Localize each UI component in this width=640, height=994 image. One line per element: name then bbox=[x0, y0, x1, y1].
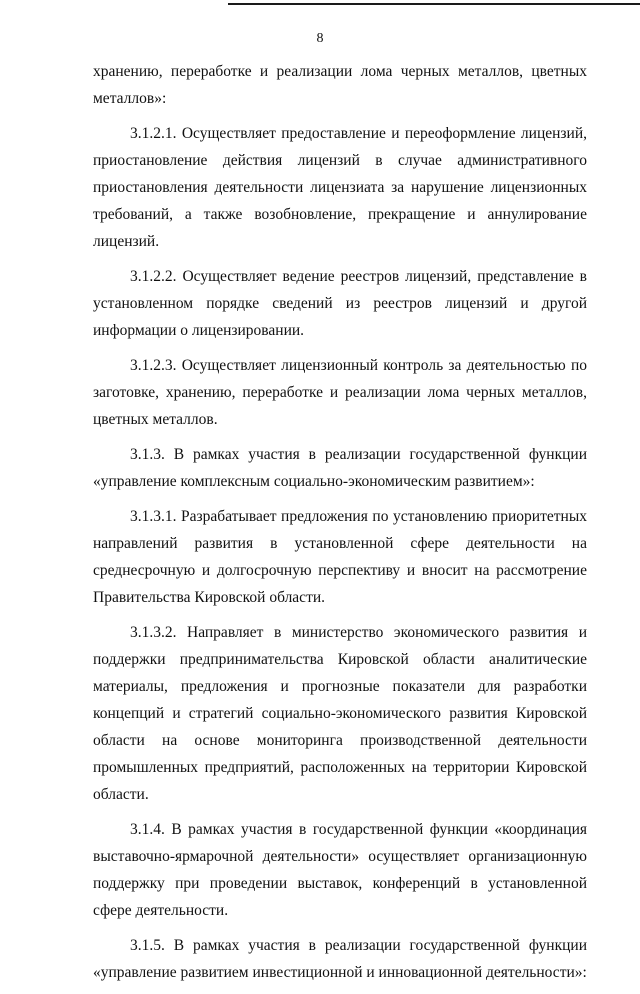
top-rule bbox=[228, 3, 640, 5]
document-body bbox=[93, 58, 587, 994]
paragraph-3-1-4: 3.1.4. В рамках участия в государственной функции «координация выставочно-ярмарочной деятельности» осуществляет организационную поддержку при проведении выставок, конференций в установленной сфере деятельности. bbox=[93, 821, 587, 919]
paragraph-3-1-2-3: 3.1.2.3. Осуществляет лицензионный контроль за деятельностью по заготовке, хранению, переработке и реализации лома черных металлов, цветных металлов. bbox=[93, 357, 587, 428]
paragraph-3-1-5: 3.1.5. В рамках участия в реализации государственной функции «управление развитием инвестиционной и инновационной деятельности»: bbox=[93, 937, 587, 981]
paragraph-3-1-3-1: 3.1.3.1. Разрабатывает предложения по установлению приоритетных направлений развития в установленной сфере деятельности на среднесрочную и долгосрочную перспективу и вносит на рассмотрение Правительства Кировской области. bbox=[93, 508, 587, 606]
page-number: 8 bbox=[316, 31, 324, 46]
paragraph-3-1-2-2: 3.1.2.2. Осуществляет ведение реестров лицензий, представление в установленном порядке сведений из реестров лицензий и другой информации о лицензировании. bbox=[93, 268, 587, 339]
paragraph-3-1-2-1: 3.1.2.1. Осуществляет предоставление и переоформление лицензий, приостановление действия лицензий в случае административного приостановления деятельности лицензиата за нарушение лицензионных требований, а также возобновление, прекращение и аннулирование лицензий. bbox=[93, 125, 587, 250]
paragraph-3-1-3-2: 3.1.3.2. Направляет в министерство экономического развития и поддержки предпринимательства Кировской области аналитические материалы, предложения и прогнозные показатели для разработки концепций и стратегий социально-экономического развития Кировской области на основе мониторинга производственной деятельности промышленных предприятий, расположенных на территории Кировской области. bbox=[93, 624, 587, 803]
paragraph-3-1-3: 3.1.3. В рамках участия в реализации государственной функции «управление комплексным социально-экономическим развитием»: bbox=[93, 446, 587, 490]
paragraph-continuation: хранению, переработке и реализации лома черных металлов, цветных металлов»: bbox=[93, 63, 587, 107]
